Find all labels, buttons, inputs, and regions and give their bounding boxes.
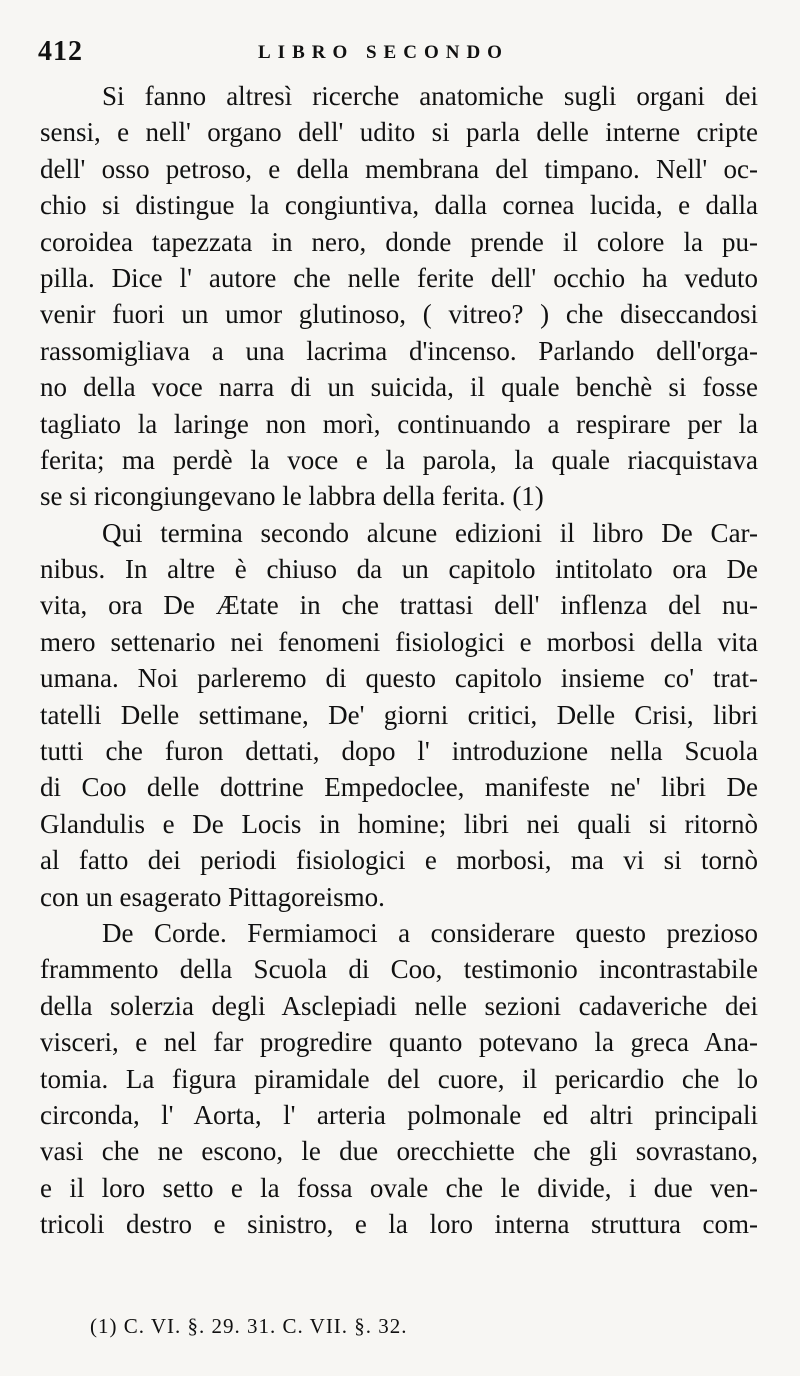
text-line: visceri, e nel far progredire quanto potevano la greca Ana-: [40, 1027, 758, 1058]
text-line: della solerzia degli Asclepiadi nelle sezioni cadaveriche dei: [40, 990, 758, 1021]
text-line: di Coo delle dottrine Empedoclee, manifeste ne' libri De: [40, 772, 758, 803]
text-line: Glandulis e De Locis in homine; libri nei quali si ritornò: [40, 808, 758, 839]
text-line: ferita; ma perdè la voce e la parola, la quale riacquistava: [40, 444, 758, 475]
text-line: vita, ora De Ætate in che trattasi dell' inflenza del nu-: [40, 590, 758, 621]
text-line: tutti che furon dettati, dopo l' introduzione nella Scuola: [40, 736, 758, 767]
text-line: tomia. La figura piramidale del cuore, il pericardio che lo: [40, 1063, 758, 1094]
text-line: nibus. In altre è chiuso da un capitolo intitolato ora De: [40, 554, 758, 585]
text-line: frammento della Scuola di Coo, testimonio incontrastabile: [40, 954, 758, 985]
text-line: al fatto dei periodi fisiologici e morbosi, ma vi si tornò: [40, 845, 758, 876]
text-line: Si fanno altresì ricerche anatomiche sugli organi dei: [102, 81, 758, 111]
footnote: (1) C. VI. §. 29. 31. C. VII. §. 32.: [90, 1314, 408, 1338]
page-number: 412: [38, 36, 83, 67]
body-text: [40, 78, 758, 1243]
text-line: tricoli destro e sinistro, e la loro interna struttura com-: [40, 1209, 758, 1240]
text-line: tagliato la laringe non morì, continuando a respirare per la: [40, 408, 758, 439]
text-line: se si ricongiungevano le labbra della ferita. (1): [40, 481, 544, 512]
text-line: sensi, e nell' organo dell' udito si parla delle interne cripte: [40, 117, 758, 148]
text-line: tatelli Delle settimane, De' giorni critici, Delle Crisi, libri: [40, 699, 758, 730]
text-line: mero settenario nei fenomeni fisiologici e morbosi della vita: [40, 626, 758, 657]
text-line: umana. Noi parleremo di questo capitolo insieme co' trat-: [40, 663, 758, 694]
text-line: vasi che ne escono, le due orecchiette che gli sovrastano,: [40, 1136, 758, 1167]
page-header: [38, 36, 758, 76]
text-line: coroidea tapezzata in nero, donde prende il colore la pu-: [40, 226, 758, 257]
text-line: dell' osso petroso, e della membrana del timpano. Nell' oc-: [40, 153, 758, 184]
running-head: LIBRO SECONDO: [258, 42, 509, 63]
text-line: chio si distingue la congiuntiva, dalla cornea lucida, e dalla: [40, 190, 758, 221]
text-line: pilla. Dice l' autore che nelle ferite dell' occhio ha veduto: [40, 262, 758, 293]
text-line: venir fuori un umor glutinoso, ( vitreo? ) che diseccandosi: [40, 299, 758, 330]
text-line: e il loro setto e la fossa ovale che le divide, i due ven-: [40, 1172, 758, 1203]
text-line: no della voce narra di un suicida, il quale benchè si fosse: [40, 372, 758, 403]
text-line: Qui termina secondo alcune edizioni il libro De Car-: [102, 517, 758, 548]
text-line: con un esagerato Pittagoreismo.: [40, 881, 385, 912]
text-line: circonda, l' Aorta, l' arteria polmonale ed altri principali: [40, 1099, 758, 1130]
text-line: rassomigliava a una lacrima d'incenso. Parlando dell'orga-: [40, 335, 758, 366]
text-line: De Corde. Fermiamoci a considerare questo prezioso: [102, 917, 758, 948]
